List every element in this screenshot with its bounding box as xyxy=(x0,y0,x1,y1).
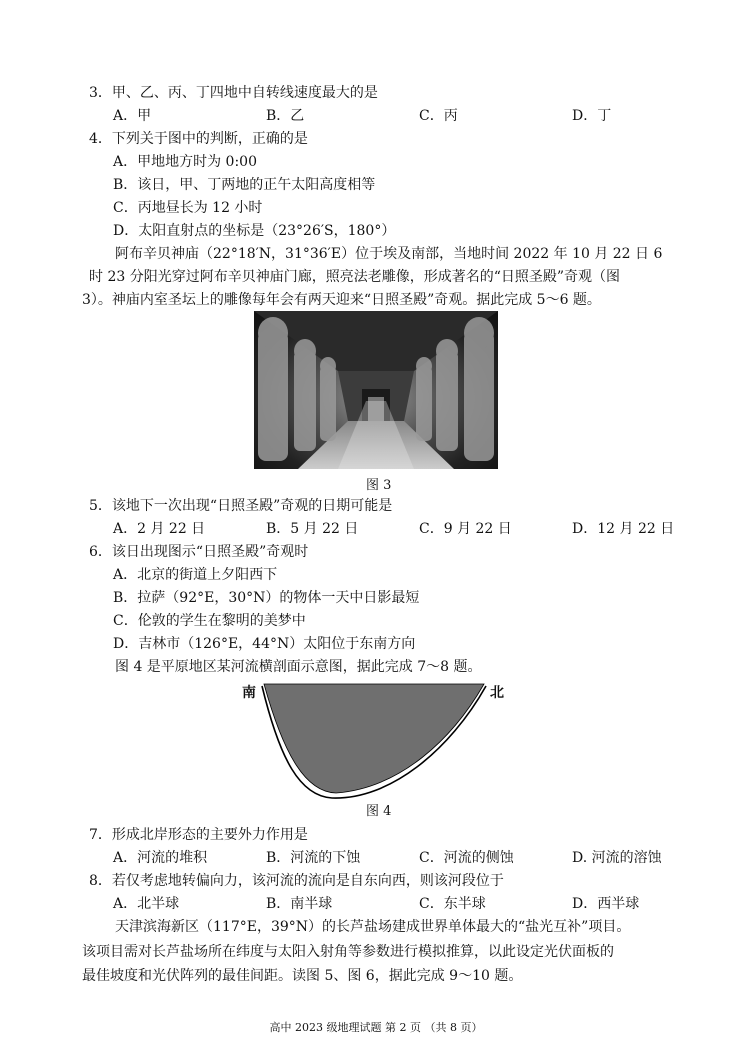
q6-option-d: D．吉林市（126°E，44°N）太阳位于东南方向 xyxy=(113,636,416,652)
river-cross-section-figure xyxy=(240,680,520,802)
q8-option-a: A．北半球 xyxy=(113,896,180,912)
q5-stem: 5．该地下一次出现“日照圣殿”奇观的日期可能是 xyxy=(89,498,393,514)
q7-option-c: C．河流的侧蚀 xyxy=(419,850,514,866)
south-label: 南 xyxy=(242,685,256,701)
q7-option-a: A．河流的堆积 xyxy=(113,850,208,866)
intro-7-8: 图 4 是平原地区某河流横剖面示意图，据此完成 7～8 题。 xyxy=(115,659,482,675)
q3-options xyxy=(113,107,683,125)
q4-stem: 4．下列关于图中的判断，正确的是 xyxy=(89,131,308,147)
temple-photo xyxy=(254,311,498,469)
intro-9-10-line3: 最佳坡度和光伏阵列的最佳间距。读图 5、图 6，据此完成 9～10 题。 xyxy=(82,968,523,984)
river-profile-svg xyxy=(240,680,520,802)
q5-option-b: B．5 月 22 日 xyxy=(266,521,359,537)
q3-option-a: A．甲 xyxy=(113,108,152,124)
intro-5-6-line3: 3）。神庙内室圣坛上的雕像每年会有两天迎来“日照圣殿”奇观。据此完成 5～6 题。 xyxy=(82,292,601,308)
q8-option-c: C．东半球 xyxy=(419,896,486,912)
q7-option-b: B．河流的下蚀 xyxy=(266,850,361,866)
intro-9-10-line1: 天津滨海新区（117°E，39°N）的长芦盐场建成世界单体最大的“盐光互补”项目。 xyxy=(115,919,631,935)
page-footer: 高中 2023 级地理试题 第 2 页 （共 8 页） xyxy=(269,1021,483,1034)
q3-option-d: D．丁 xyxy=(572,108,612,124)
intro-9-10-line2: 该项目需对长芦盐场所在纬度与太阳入射角等参数进行模拟推算，以此设定光伏面板的 xyxy=(82,944,614,960)
q4-option-d: D．太阳直射点的坐标是（23°26′S，180°） xyxy=(113,223,396,239)
q3-stem: 3．甲、乙、丙、丁四地中自转线速度最大的是 xyxy=(89,85,378,101)
q4-option-b: B．该日，甲、丁两地的正午太阳高度相等 xyxy=(113,177,376,193)
q8-option-b: B．南半球 xyxy=(266,896,333,912)
q8-options xyxy=(113,895,683,913)
q5-options xyxy=(113,520,683,538)
q5-option-c: C．9 月 22 日 xyxy=(419,521,512,537)
temple-photo-illustration xyxy=(254,311,498,469)
q6-stem: 6．该日出现图示“日照圣殿”奇观时 xyxy=(89,544,309,560)
q4-option-c: C．丙地昼长为 12 小时 xyxy=(113,200,263,216)
q7-options xyxy=(113,849,683,867)
q7-option-d: D. 河流的溶蚀 xyxy=(572,850,662,866)
q8-option-d: D．西半球 xyxy=(572,896,640,912)
fig4-caption: 图 4 xyxy=(366,804,392,819)
intro-5-6-line1: 阿布辛贝神庙（22°18′N，31°36′E）位于埃及南部，当地时间 2022 年 10 月 22 日 6 xyxy=(115,246,663,262)
q5-option-d: D．12 月 22 日 xyxy=(572,521,675,537)
q7-stem: 7．形成北岸形态的主要外力作用是 xyxy=(89,827,308,843)
q8-stem: 8．若仅考虑地转偏向力，该河流的流向是自东向西，则该河段位于 xyxy=(89,873,504,889)
q6-option-a: A．北京的街道上夕阳西下 xyxy=(113,567,278,583)
q4-option-a: A．甲地地方时为 0:00 xyxy=(113,154,257,170)
north-label: 北 xyxy=(490,685,504,701)
q6-option-b: B．拉萨（92°E，30°N）的物体一天中日影最短 xyxy=(113,590,420,606)
fig3-caption: 图 3 xyxy=(366,478,392,493)
q6-option-c: C．伦敦的学生在黎明的美梦中 xyxy=(113,613,306,629)
q3-option-c: C．丙 xyxy=(419,108,458,124)
q3-option-b: B．乙 xyxy=(266,108,305,124)
q5-option-a: A．2 月 22 日 xyxy=(113,521,206,537)
intro-5-6-line2: 时 23 分阳光穿过阿布辛贝神庙门廊，照亮法老雕像，形成著名的“日照圣殿”奇观（图 xyxy=(89,269,621,285)
